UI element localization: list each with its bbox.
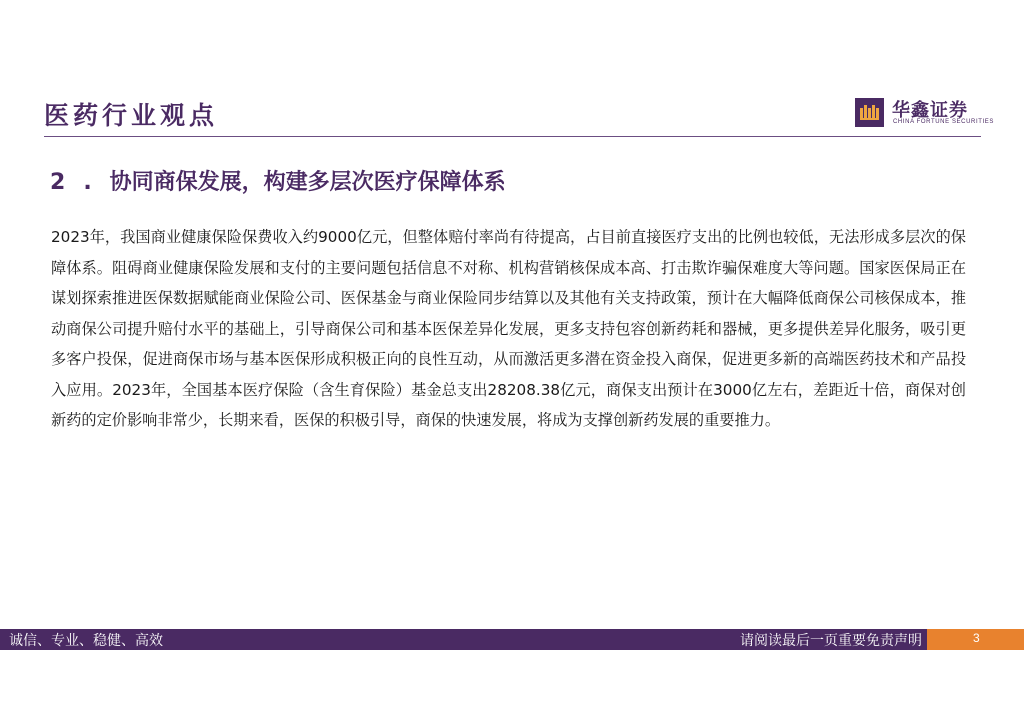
section-number: 2 [50,170,66,195]
header-title: 医药行业观点 [44,101,219,130]
footer-slogan: 诚信、专业、稳健、高效 [9,633,163,649]
section-number-dot: . [83,170,92,195]
page-number-box [927,629,1024,650]
section-heading [50,165,506,196]
logo-subtitle: CHINA FORTUNE SECURITIES [893,119,994,125]
footer-disclaimer-notice: 请阅读最后一页重要免责声明 [740,633,922,649]
logo-name: 华鑫证券 [892,100,968,121]
header-divider [44,136,981,137]
footer-bar [0,629,1024,650]
body-paragraph: 2023年，我国商业健康保险保费收入约9000亿元，但整体赔付率尚有待提高，占目前直接医疗支出的比例也较低，无法形成多层次的保障体系。阻碍商业健康保险发展和支付的主要问题包括信息不对称、机构营销核保成本高、打击欺诈骗保难度大等问题。国家医保局正在谋划探索推进医保数据赋能商业保险公司、医保基金与商业保险同步结算以及其他有关支持政策，预计在大幅降低商保公司核保成本，推动商保公司提升赔付水平的基础上，引导商保公司和基本医保差异化发展，更多支持包容创新药耗和器械，更多提供差异化服务，吸引更多客户投保，促进商保市场与基本医保形成积极正向的良性互动，从而激活更多潜在资金投入商保，促进更多新的高端医药技术和产品投入应用。2023年，全国基本医疗保险（含生育保险）基金总支出28208.38亿元，商保支出预计在3000亿左右，差距近十倍，商保对创新药的定价影响非常少，长期来看，医保的积极引导，商保的快速发展，将成为支撑创新药发展的重要推力。 [51,228,966,429]
logo-mark-icon [855,98,884,127]
company-logo [855,96,995,130]
page-number: 3 [973,631,980,645]
section-title: 协同商保发展，构建多层次医疗保障体系 [109,170,506,195]
